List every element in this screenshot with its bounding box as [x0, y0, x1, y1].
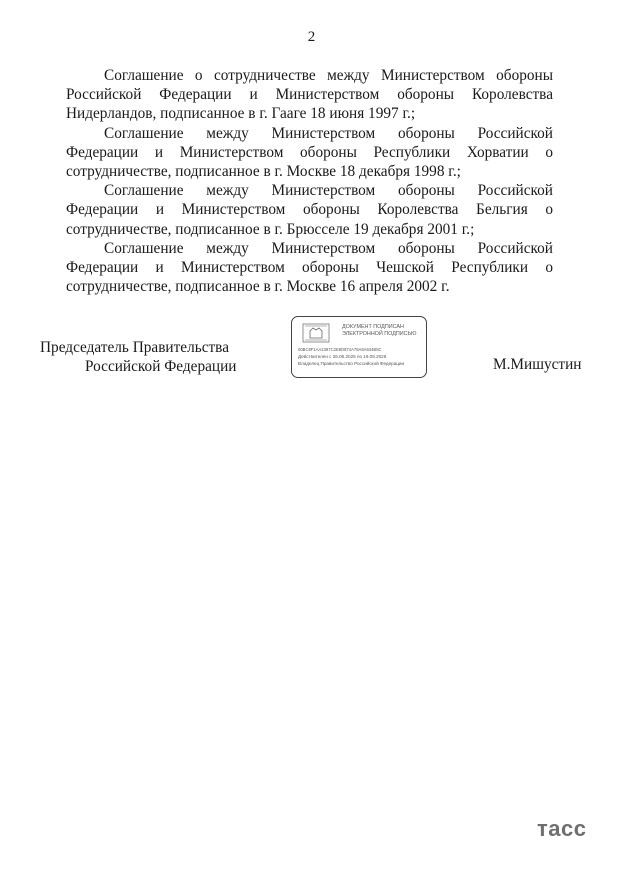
tass-watermark: тасс [537, 816, 587, 841]
page-number: 2 [307, 29, 316, 45]
electronic-signature-stamp [291, 316, 427, 378]
signer-name: М.Мишустин [493, 356, 582, 373]
agreement-paragraph: Соглашение между Министерством обороны Российской Федерации и Министерством обороны Чешской Республики о сотрудничестве, подписанное в г. Москве 16 апреля 2002 г. [66, 239, 553, 296]
signatory-title-line2: Российской Федерации [85, 358, 237, 375]
stamp-validity: Действителен с 26.06.2025 по 19.09.2026 [298, 354, 387, 359]
agreement-paragraph: Соглашение о сотрудничестве между Министерством обороны Российской Федерации и Министерством обороны Королевства Нидерландов, подписанное в г. Гааге 18 июня 1997 г.; [66, 67, 553, 123]
coat-of-arms-emblem [302, 323, 330, 343]
agreement-paragraph: Соглашение между Министерством обороны Российской Федерации и Министерством обороны Королевства Бельгия о сотрудничестве, подписанное в г. Брюсселе 19 декабря 2001 г.; [66, 182, 553, 238]
stamp-title: ДОКУМЕНТ ПОДПИСАН ЭЛЕКТРОННОЙ ПОДПИСЬЮ [342, 324, 417, 337]
signatory-title-line1: Председатель Правительства [40, 339, 229, 356]
stamp-certificate: 00BC8F1AA2397C2E8D874A78A6A634B5C [298, 347, 382, 352]
stamp-owner: Владелец Правительство Российской Федерации [298, 361, 405, 366]
agreement-paragraph: Соглашение между Министерством обороны Российской Федерации и Министерством обороны Республики Хорватии о сотрудничестве, подписанное в г. Москве 18 декабря 1998 г.; [66, 124, 553, 181]
body-text [66, 66, 553, 296]
signatory-title [40, 338, 260, 376]
